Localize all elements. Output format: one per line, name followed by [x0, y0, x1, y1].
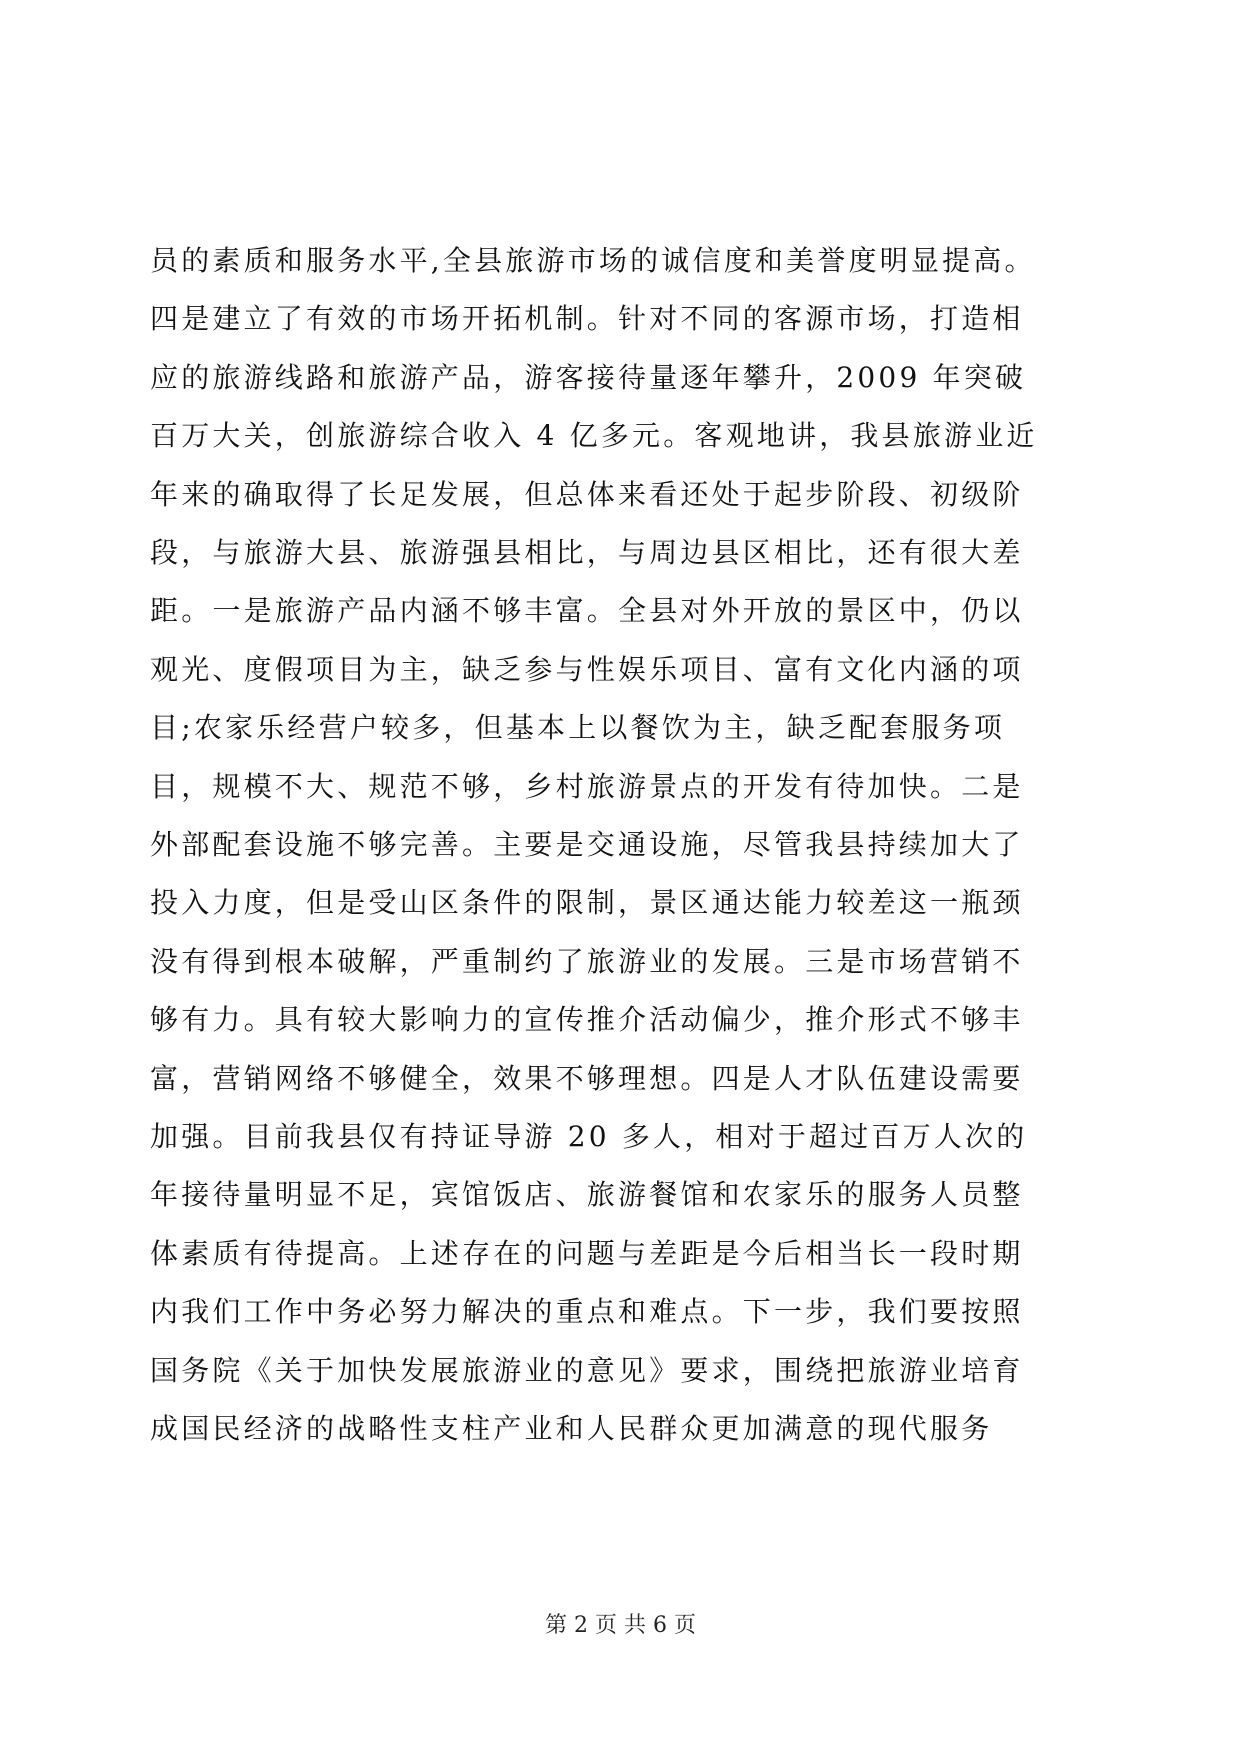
body-line: 富，营销网络不够健全，效果不够理想。四是人才队伍建设需要	[150, 1061, 1024, 1095]
body-line: 目;农家乐经营户较多，但基本上以餐饮为主，缺乏配套服务项	[150, 711, 1006, 745]
body-line: 应的旅游线路和旅游产品，游客接待量逐年攀升，2009 年突破	[150, 360, 1027, 394]
body-line: 体素质有待提高。上述存在的问题与差距是今后相当长一段时期	[150, 1236, 1024, 1270]
body-line: 员的素质和服务水平,全县旅游市场的诚信度和美誉度明显提高。	[150, 244, 1036, 277]
body-line: 够有力。具有较大影响力的宣传推介活动偏少，推介形式不够丰	[150, 1003, 1024, 1037]
body-line: 四是建立了有效的市场开拓机制。针对不同的客源市场，打造相	[150, 302, 1024, 336]
body-line: 外部配套设施不够完善。主要是交通设施，尽管我县持续加大了	[150, 828, 1024, 861]
body-line: 加强。目前我县仅有持证导游 20 多人，相对于超过百万人次的	[150, 1120, 1028, 1153]
page-footer: 第 2 页 共 6 页	[545, 1613, 696, 1638]
body-line: 成国民经济的战略性支柱产业和人民群众更加满意的现代服务	[150, 1412, 993, 1445]
body-line: 国务院《关于加快发展旅游业的意见》要求，围绕把旅游业培育	[150, 1353, 1024, 1387]
body-line: 内我们工作中务必努力解决的重点和难点。下一步，我们要按照	[150, 1295, 1024, 1329]
body-line: 投入力度，但是受山区条件的限制，景区通达能力较差这一瓶颈	[150, 886, 1024, 920]
body-line: 观光、度假项目为主，缺乏参与性娱乐项目、富有文化内涵的项	[150, 652, 1024, 686]
body-line: 没有得到根本破解，严重制约了旅游业的发展。三是市场营销不	[150, 944, 1024, 978]
body-line: 百万大关，创旅游综合收入 4 亿多元。客观地讲，我县旅游业近	[150, 419, 1038, 453]
body-line: 年接待量明显不足，宾馆饭店、旅游餐馆和农家乐的服务人员整	[150, 1178, 1024, 1212]
body-line: 年来的确取得了长足发展，但总体来看还处于起步阶段、初级阶	[150, 477, 1024, 511]
body-line: 目，规模不大、规范不够，乡村旅游景点的开发有待加快。二是	[150, 769, 1024, 803]
body-line: 距。一是旅游产品内涵不够丰富。全县对外开放的景区中，仍以	[150, 594, 1024, 628]
body-line: 段，与旅游大县、旅游强县相比，与周边县区相比，还有很大差	[150, 536, 1024, 569]
